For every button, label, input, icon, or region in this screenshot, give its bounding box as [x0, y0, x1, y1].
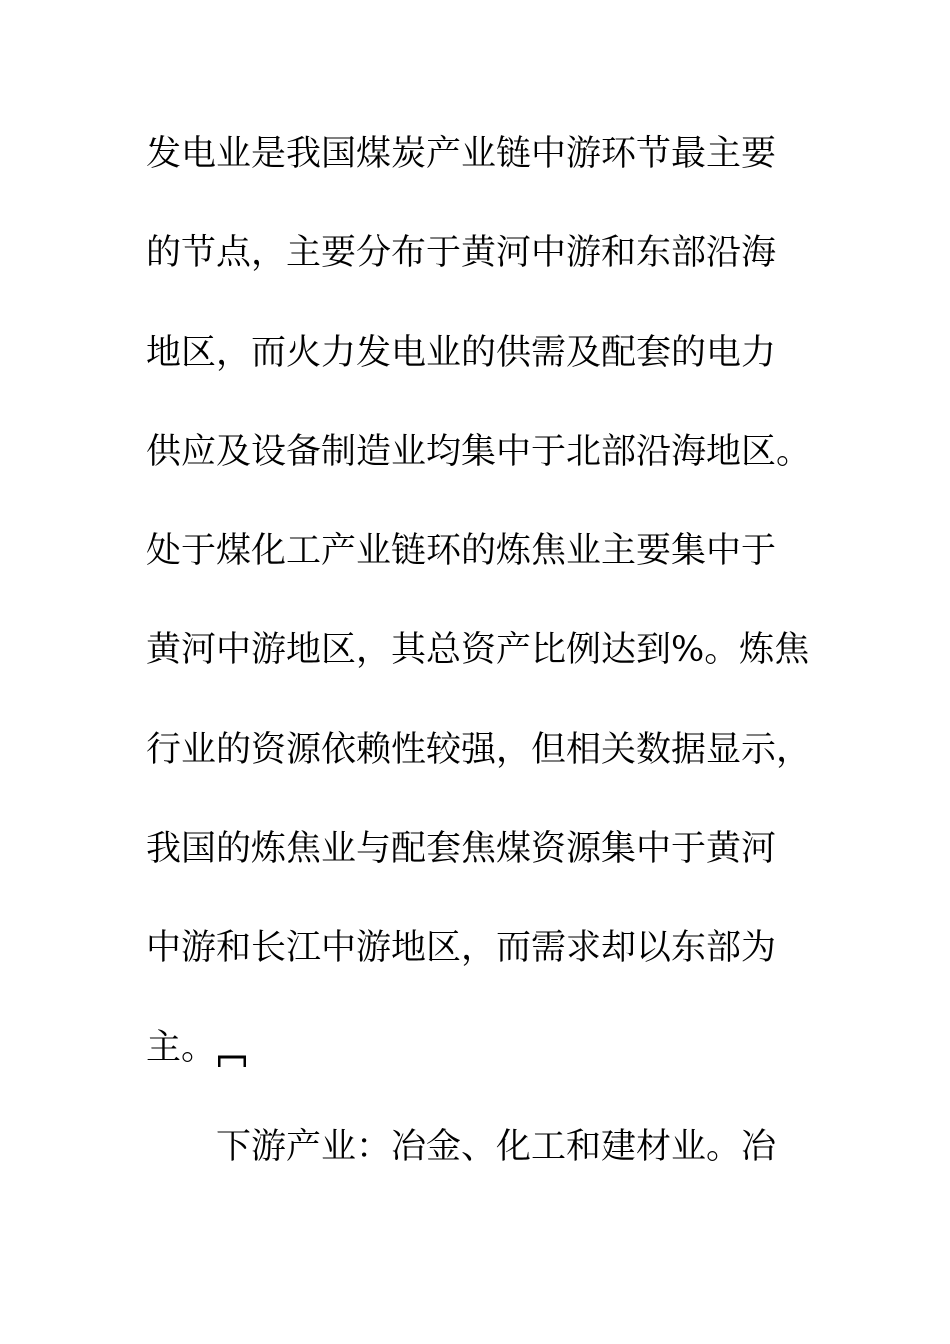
paragraph-line: 中游和长江中游地区，而需求却以东部为	[146, 928, 777, 968]
paragraph-line: 黄河中游地区，其总资产比例达到%。炼焦	[146, 630, 810, 670]
break-mark-icon	[218, 1054, 246, 1068]
paragraph-line: 的节点，主要分布于黄河中游和东部沿海	[146, 233, 777, 273]
section-heading-line: 下游产业：冶金、化工和建材业。冶	[216, 1127, 777, 1167]
paragraph-line: 处于煤化工产业链环的炼焦业主要集中于	[146, 531, 777, 571]
paragraph-line: 我国的炼焦业与配套焦煤资源集中于黄河	[146, 829, 777, 869]
paragraph-line: 行业的资源依赖性较强，但相关数据显示，	[146, 730, 812, 770]
paragraph-line: 供应及设备制造业均集中于北部沿海地区。	[146, 432, 812, 472]
paragraph-line: 地区，而火力发电业的供需及配套的电力	[146, 333, 777, 373]
paragraph-line: 发电业是我国煤炭产业链中游环节最主要	[146, 134, 777, 174]
paragraph-line: 主。	[146, 1028, 217, 1068]
